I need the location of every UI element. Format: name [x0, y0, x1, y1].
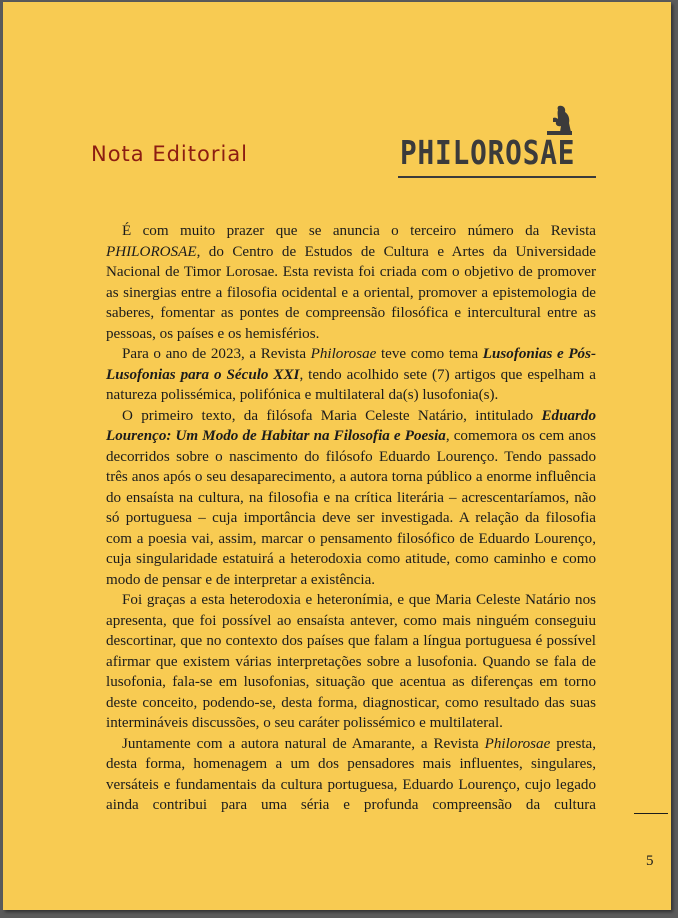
logo-underline — [398, 176, 596, 178]
editorial-body — [106, 221, 596, 816]
thinker-statue-icon — [543, 105, 573, 135]
paragraph-4: Foi graças a esta heterodoxia e heteronímia, e que Maria Celeste Natário nos apresenta, que foi possível ao ensaísta antever, como mais ninguém conseguiu descortinar, que no contexto dos países que falam a língua portuguesa é possível afirmar que existem várias interpretações sobre a lusofonia. Quando se fala de lusofonia, fala-se em lusofonias, situação que acentua as diferenças em torno deste conceito, podendo-se, desta forma, diagnosticar, como resultado das suas intermináveis discussões, o seu caráter polissémico e multilateral. — [106, 592, 596, 731]
paragraph-5: Juntamente com a autora natural de Amarante, a Revista Philorosae presta, desta forma, homenagem a um dos pensadores mais influentes, singulares, versáteis e fundamentais da cultura portuguesa, Eduardo Lourenço, cujo legado ainda contribui para uma séria e profunda compreensão da cultura — [106, 735, 597, 813]
paragraph-1: É com muito prazer que se anuncia o terceiro número da Revista PHILOROSAE, do Centro de Estudos de Cultura e Artes da Universidade Nacional de Timor Lorosae. Esta revista foi criada com o objetivo de promover as sinergias entre a filosofia ocidental e a oriental, promover a epistemologia de saberes, fomentar as pontes de compreensão filosófica e intercultural entre as pessoas, os países e os hemisférios. — [106, 223, 596, 342]
logo-text: PHILOROSAE — [400, 133, 576, 172]
journal-logo — [398, 105, 598, 181]
section-title: Nota Editorial — [91, 142, 249, 166]
page-number: 5 — [646, 853, 654, 869]
document-page — [3, 2, 671, 910]
footer-rule — [634, 813, 668, 814]
paragraph-2: Para o ano de 2023, a Revista Philorosae teve como tema Lusofonias e Pós-Lusofonias para o Século XXI, tendo acolhido sete (7) artigos que espelham a natureza polissémica, polifónica e multilateral da(s) lusofonia(s). — [106, 346, 597, 403]
paragraph-3: O primeiro texto, da filósofa Maria Celeste Natário, intitulado Eduardo Lourenço: Um Modo de Habitar na Filosofia e Poesia, comemora os cem anos decorridos sobre o nascimento do filósofo Eduardo Lourenço. Tendo passado três anos após o seu desaparecimento, a autora torna público a enorme influência do ensaísta na cultura, na filosofia e na crítica literária – acrescentaríamos, não só portuguesa – cuja importância deve ser investigada. A relação da filosofia com a poesia vai, assim, marcar o pensamento filosófico de Eduardo Lourenço, cuja singularidade estatuirá a heterodoxia como atitude, como caminho e como modo de pensar e de interpretar a existência. — [106, 407, 597, 588]
